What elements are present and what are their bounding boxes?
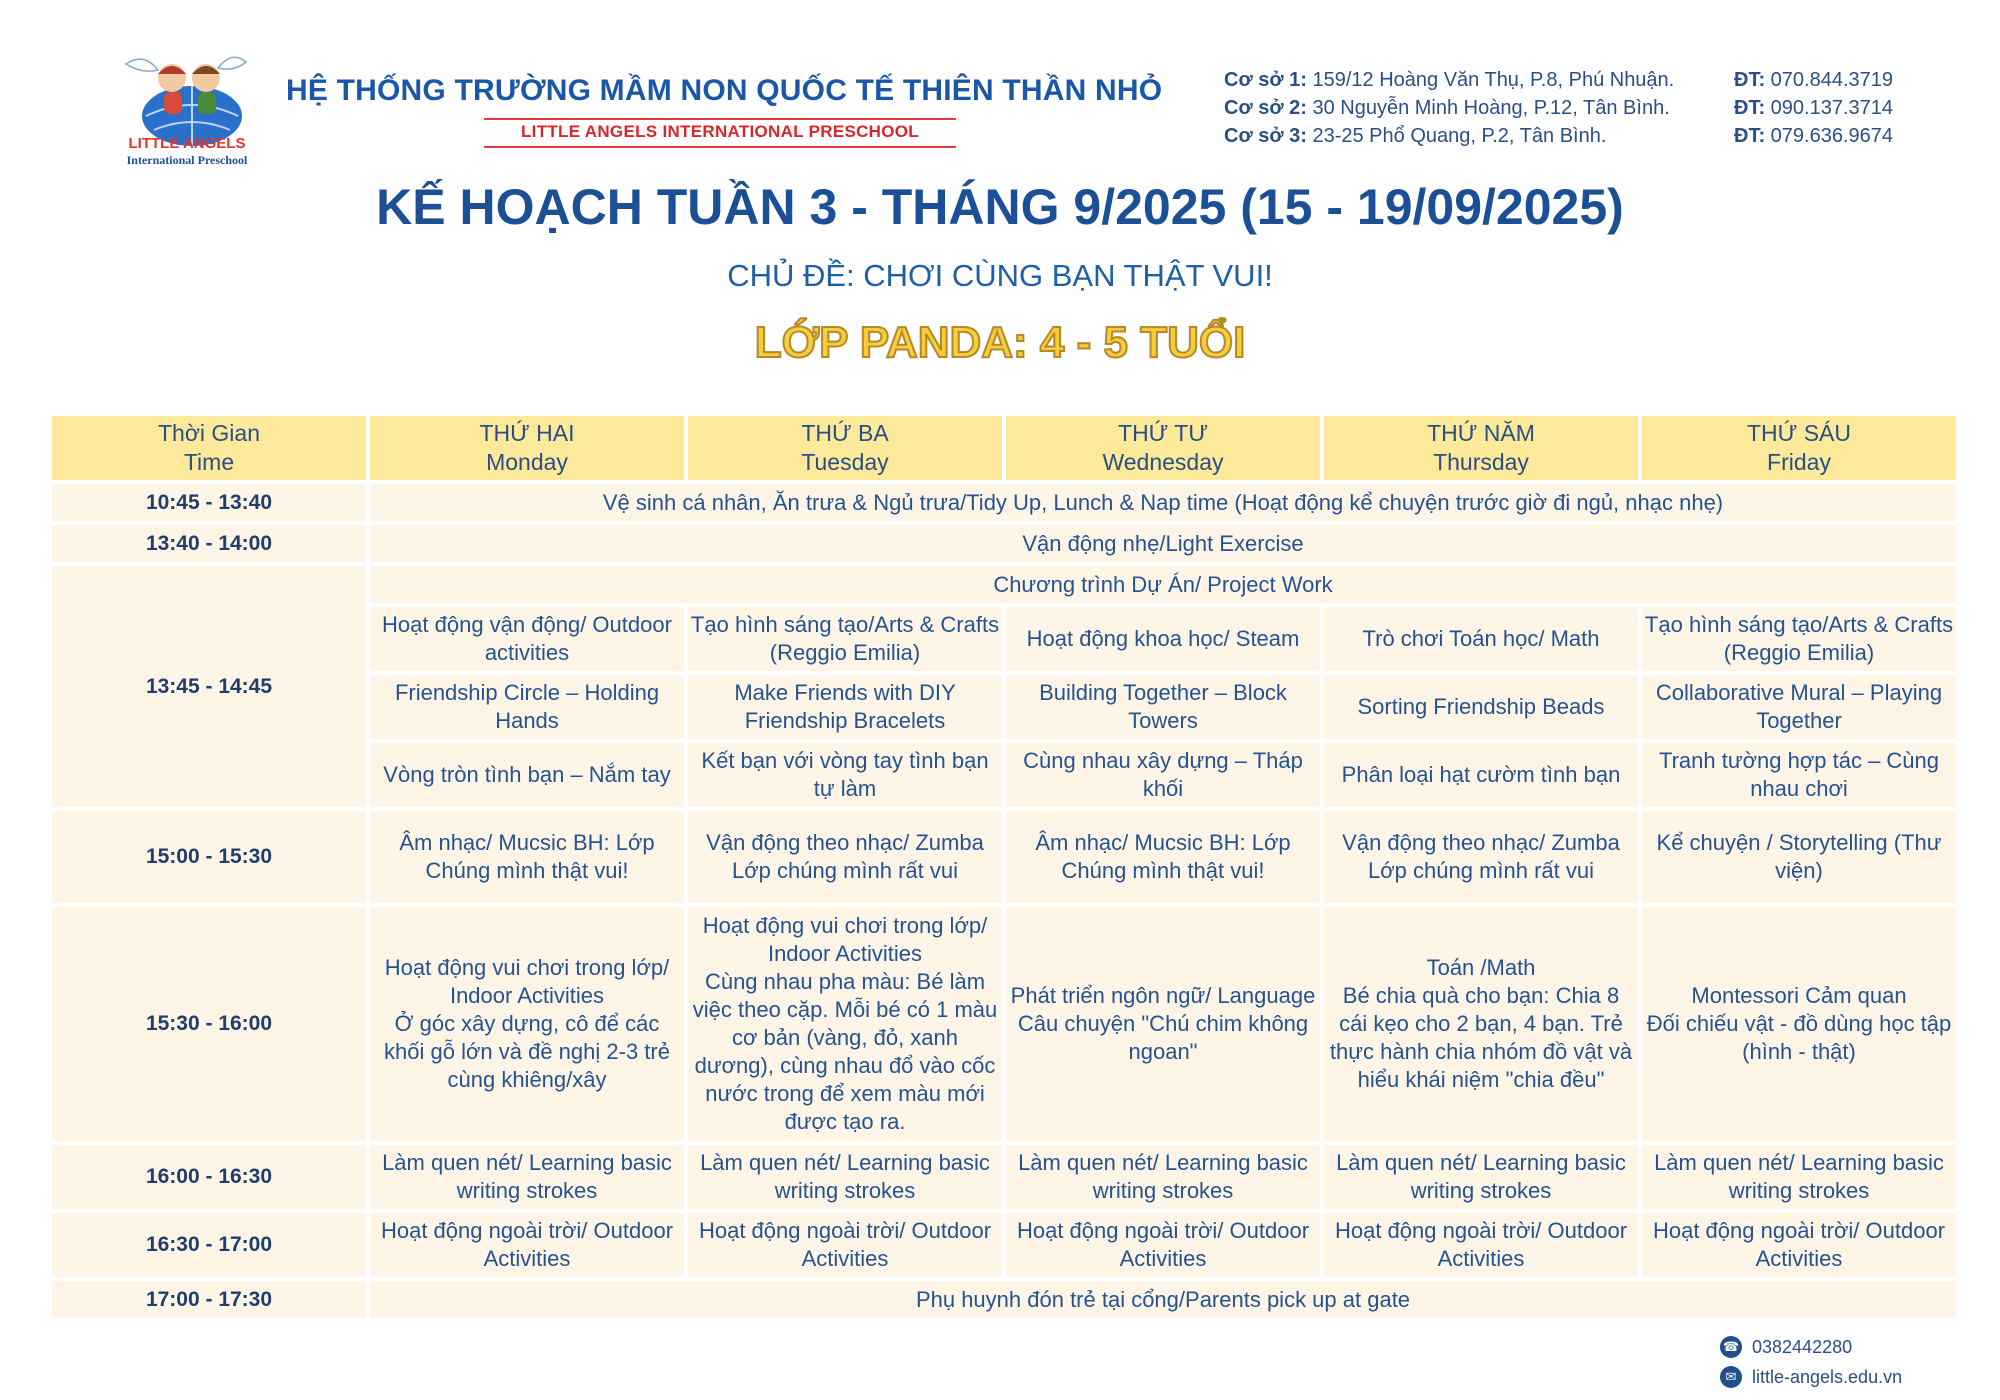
time-cell: 17:00 - 17:30 [52, 1281, 366, 1318]
activity-cell: Làm quen nét/ Learning basic writing strokes [1642, 1145, 1956, 1209]
activity-cell: Tạo hình sáng tạo/Arts & Crafts (Reggio Emilia) [1642, 607, 1956, 671]
activity-cell: Building Together – Block Towers [1006, 675, 1320, 739]
contact-phone-row [1720, 1332, 1902, 1362]
campus-address: 23-25 Phổ Quang, P.2, Tân Bình. [1312, 124, 1607, 147]
activity-cell: Vận động nhẹ/Light Exercise [370, 525, 1956, 562]
contact-web-row [1720, 1362, 1902, 1392]
activity-cell: Kết bạn với vòng tay tình bạn tự làm [688, 743, 1002, 807]
divider [484, 118, 956, 120]
contact-website[interactable]: little-angels.edu.vn [1752, 1366, 1903, 1387]
time-cell: 13:45 - 14:45 [52, 566, 366, 807]
class-name: LỚP PANDA: 4 - 5 TUỔI [754, 318, 1246, 367]
activity-cell: Phát triển ngôn ngữ/ Language Câu chuyện "Chú chim không ngoan" [1006, 907, 1320, 1141]
activity-cell: Montessori Cảm quan Đối chiếu vật - đồ dùng học tập (hình - thật) [1642, 907, 1956, 1141]
activity-cell: Làm quen nét/ Learning basic writing strokes [1324, 1145, 1638, 1209]
activity-cell: Hoạt động vui chơi trong lớp/ Indoor Activities Ở góc xây dựng, cô để các khối gỗ lớn và đề nghị 2-3 trẻ cùng khiêng/xây [370, 907, 684, 1141]
campus-label: Cơ sở 2: [1224, 96, 1307, 119]
activity-cell: Làm quen nét/ Learning basic writing strokes [1006, 1145, 1320, 1209]
table-row [52, 907, 1956, 1141]
logo-text: LITTLE ANGELS [128, 135, 246, 152]
activity-cell: Vòng tròn tình bạn – Nắm tay [370, 743, 684, 807]
activity-cell: Hoạt động vui chơi trong lớp/ Indoor Activities Cùng nhau pha màu: Bé làm việc theo cặp. Mỗi bé có 1 màu cơ bản (vàng, đỏ, xanh dương), cùng nhau đổ vào cốc nước trong để xem màu mới được tạo ra. [688, 907, 1002, 1141]
campus-label: Cơ sở 3: [1224, 124, 1307, 147]
table-row [52, 1213, 1956, 1277]
time-cell: 13:40 - 14:00 [52, 525, 366, 562]
activity-cell: Sorting Friendship Beads [1324, 675, 1638, 739]
activity-cell: Cùng nhau xây dựng – Tháp khối [1006, 743, 1320, 807]
header-wednesday: THỨ TƯ Wednesday [1006, 416, 1320, 480]
time-cell: 10:45 - 13:40 [52, 484, 366, 521]
schedule-table [48, 412, 1960, 1322]
header-monday: THỨ HAI Monday [370, 416, 684, 480]
header-friday: THỨ SÁU Friday [1642, 416, 1956, 480]
school-name: HỆ THỐNG TRƯỜNG MẦM NON QUỐC TẾ THIÊN THẦN NHỎ [286, 74, 1163, 107]
phone-icon: ☎ [1720, 1336, 1742, 1358]
activity-cell: Collaborative Mural – Playing Together [1642, 675, 1956, 739]
campus-phone[interactable]: 079.636.9674 [1770, 124, 1894, 147]
campus-address: 159/12 Hoàng Văn Thụ, P.8, Phú Nhuận. [1312, 68, 1675, 91]
activity-cell: Âm nhạc/ Mucsic BH: Lớp Chúng mình thật vui! [370, 811, 684, 903]
table-row [52, 566, 1956, 603]
activity-cell: Friendship Circle – Holding Hands [370, 675, 684, 739]
time-cell: 16:30 - 17:00 [52, 1213, 366, 1277]
activity-cell: Âm nhạc/ Mucsic BH: Lớp Chúng mình thật vui! [1006, 811, 1320, 903]
campus-row [1224, 94, 1914, 122]
activity-cell: Làm quen nét/ Learning basic writing strokes [688, 1145, 1002, 1209]
activity-cell: Trò chơi Toán học/ Math [1324, 607, 1638, 671]
tel-label: ĐT: [1734, 68, 1766, 91]
header-tuesday: THỨ BA Tuesday [688, 416, 1002, 480]
time-cell: 16:00 - 16:30 [52, 1145, 366, 1209]
table-row [52, 484, 1956, 521]
tel-label: ĐT: [1734, 96, 1766, 119]
campus-row [1224, 122, 1914, 150]
logo-subtext: International Preschool [126, 153, 248, 167]
tel-label: ĐT: [1734, 124, 1766, 147]
campus-phone[interactable]: 090.137.3714 [1770, 96, 1894, 119]
contact-phone[interactable]: 0382442280 [1752, 1336, 1853, 1357]
header-row [52, 416, 1956, 480]
activity-cell: Vệ sinh cá nhân, Ăn trưa & Ngủ trưa/Tidy Up, Lunch & Nap time (Hoạt động kể chuyện trước giờ đi ngủ, nhạc nhẹ) [370, 484, 1956, 521]
activity-cell: Chương trình Dự Án/ Project Work [370, 566, 1956, 603]
activity-cell: Phụ huynh đón trẻ tại cổng/Parents pick up at gate [370, 1281, 1956, 1318]
activity-cell: Toán /Math Bé chia quà cho bạn: Chia 8 cái kẹo cho 2 bạn, 4 bạn. Trẻ thực hành chia nhóm đồ vật và hiểu khái niệm "chia đều" [1324, 907, 1638, 1141]
campus-phone[interactable]: 070.844.3719 [1770, 68, 1894, 91]
activity-cell: Phân loại hạt cườm tình bạn [1324, 743, 1638, 807]
activity-cell: Tạo hình sáng tạo/Arts & Crafts (Reggio Emilia) [688, 607, 1002, 671]
time-cell: 15:00 - 15:30 [52, 811, 366, 903]
activity-cell: Hoạt động vận động/ Outdoor activities [370, 607, 684, 671]
table-row [52, 525, 1956, 562]
table-row [52, 811, 1956, 903]
activity-cell: Làm quen nét/ Learning basic writing strokes [370, 1145, 684, 1209]
contact-info [1720, 1332, 1902, 1392]
activity-cell: Hoạt động ngoài trời/ Outdoor Activities [688, 1213, 1002, 1277]
school-subtitle: LITTLE ANGELS INTERNATIONAL PRESCHOOL [520, 122, 919, 141]
activity-cell: Make Friends with DIY Friendship Bracelets [688, 675, 1002, 739]
activity-cell: Hoạt động ngoài trời/ Outdoor Activities [1642, 1213, 1956, 1277]
activity-cell: Tranh tường hợp tác – Cùng nhau chơi [1642, 743, 1956, 807]
campus-list [1224, 66, 1914, 150]
theme-subtitle: CHỦ ĐỀ: CHƠI CÙNG BẠN THẬT VUI! [727, 258, 1273, 293]
activity-cell: Kể chuyện / Storytelling (Thư viện) [1642, 811, 1956, 903]
divider [484, 146, 956, 148]
activity-cell: Vận động theo nhạc/ Zumba Lớp chúng mình rất vui [1324, 811, 1638, 903]
activity-cell: Vận động theo nhạc/ Zumba Lớp chúng mình rất vui [688, 811, 1002, 903]
table-row [52, 1281, 1956, 1318]
header-time: Thời Gian Time [52, 416, 366, 480]
header-thursday: THỨ NĂM Thursday [1324, 416, 1638, 480]
campus-address: 30 Nguyễn Minh Hoàng, P.12, Tân Bình. [1312, 96, 1670, 119]
table-row [52, 1145, 1956, 1209]
activity-cell: Hoạt động ngoài trời/ Outdoor Activities [1006, 1213, 1320, 1277]
activity-cell: Hoạt động ngoài trời/ Outdoor Activities [370, 1213, 684, 1277]
campus-label: Cơ sở 1: [1224, 68, 1307, 91]
school-logo [96, 34, 278, 170]
mail-icon: ✉ [1720, 1366, 1742, 1388]
page-title: KẾ HOẠCH TUẦN 3 - THÁNG 9/2025 (15 - 19/09/2025) [376, 179, 1624, 235]
time-cell: 15:30 - 16:00 [52, 907, 366, 1141]
activity-cell: Hoạt động khoa học/ Steam [1006, 607, 1320, 671]
campus-row [1224, 66, 1914, 94]
activity-cell: Hoạt động ngoài trời/ Outdoor Activities [1324, 1213, 1638, 1277]
